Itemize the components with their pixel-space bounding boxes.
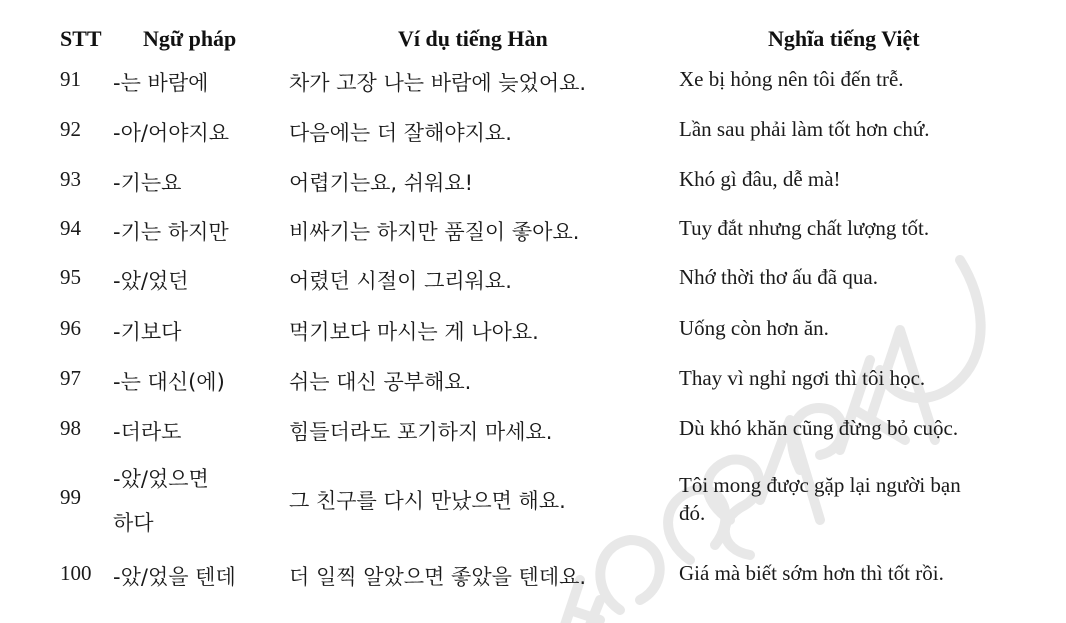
row-stt: 92 (60, 117, 81, 141)
row-stt: 91 (60, 67, 81, 91)
row-meaning: Thay vì nghỉ ngơi thì tôi học. (679, 366, 926, 390)
row-stt: 97 (60, 366, 81, 390)
row-grammar: -기는요 (113, 171, 182, 195)
row-meaning: Lần sau phải làm tốt hơn chứ. (679, 117, 930, 141)
row-meaning: Xe bị hỏng nên tôi đến trễ. (679, 67, 904, 91)
row-example: 쉬는 대신 공부해요. (289, 370, 472, 394)
row-grammar: -았/었던 (113, 269, 189, 293)
row-example: 차가 고장 나는 바람에 늦었어요. (289, 71, 587, 95)
row-stt: 95 (60, 265, 81, 289)
header-vietnamese-meaning: Nghĩa tiếng Việt (768, 26, 920, 51)
row-example: 더 일찍 알았으면 좋았을 텐데요. (289, 565, 587, 589)
row-stt: 93 (60, 167, 81, 191)
row-grammar-line1: -았/었으면 (113, 467, 209, 491)
header-korean-example: Ví dụ tiếng Hàn (398, 26, 548, 51)
row-stt: 99 (60, 485, 81, 509)
row-grammar: -기보다 (113, 320, 182, 344)
row-example: 다음에는 더 잘해야지요. (289, 121, 512, 145)
row-meaning-line1: Tôi mong được gặp lại người bạn (679, 473, 961, 497)
row-meaning-line2: đó. (679, 501, 706, 525)
row-meaning: Giá mà biết sớm hơn thì tốt rồi. (679, 561, 944, 585)
row-grammar-line2: 하다 (113, 511, 154, 535)
header-stt: STT (60, 26, 102, 51)
row-stt: 100 (60, 561, 92, 585)
row-example: 어렵기는요, 쉬워요! (289, 171, 474, 195)
row-grammar: -는 바람에 (113, 71, 209, 95)
row-meaning: Uống còn hơn ăn. (679, 316, 829, 340)
row-example: 먹기보다 마시는 게 나아요. (289, 320, 539, 344)
row-example: 그 친구를 다시 만났으면 해요. (289, 489, 566, 513)
row-grammar: -는 대신(에) (113, 370, 225, 394)
row-meaning: Tuy đắt nhưng chất lượng tốt. (679, 216, 930, 240)
row-grammar: -기는 하지만 (113, 220, 229, 244)
row-example: 어렸던 시절이 그리워요. (289, 269, 512, 293)
row-example: 힘들더라도 포기하지 마세요. (289, 420, 553, 444)
header-grammar: Ngữ pháp (143, 26, 237, 51)
row-meaning: Dù khó khăn cũng đừng bỏ cuộc. (679, 416, 959, 440)
row-meaning: Khó gì đâu, dễ mà! (679, 167, 841, 191)
row-grammar: -았/었을 텐데 (113, 565, 236, 589)
row-meaning: Nhớ thời thơ ấu đã qua. (679, 265, 878, 289)
row-grammar: -아/어야지요 (113, 121, 230, 145)
row-example: 비싸기는 하지만 품질이 좋아요. (289, 220, 580, 244)
row-stt: 94 (60, 216, 81, 240)
row-grammar: -더라도 (113, 420, 182, 444)
row-stt: 98 (60, 416, 81, 440)
row-stt: 96 (60, 316, 81, 340)
